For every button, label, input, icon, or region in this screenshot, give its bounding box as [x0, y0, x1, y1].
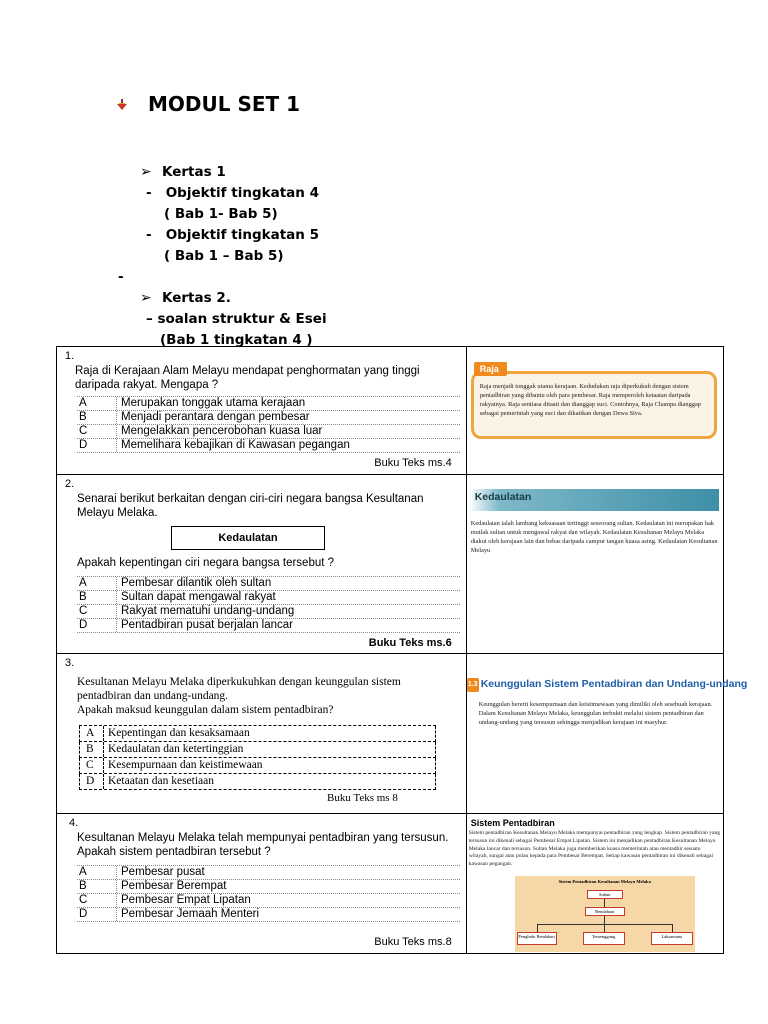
option-b[interactable]: B Sultan dapat mengawal rakyat: [77, 591, 460, 605]
raja-tag: Raja: [474, 362, 507, 376]
raja-excerpt-box: [471, 364, 717, 439]
kertas2-label: Kertas 2.: [162, 290, 231, 306]
page-title: MODUL SET 1: [148, 92, 301, 116]
option-d[interactable]: D Pentadbiran pusat berjalan lancar: [77, 619, 460, 633]
question-cell: [57, 654, 467, 814]
sistem-title: Sistem Pentadbiran: [470, 818, 555, 828]
kedaulatan-banner: [469, 489, 719, 511]
option-c[interactable]: C Rakyat mematuhi undang-undang: [77, 605, 460, 619]
arrowhead-bullet-icon: ➢: [140, 290, 152, 306]
book-excerpt-cell: [466, 654, 748, 814]
question-number: 3.: [65, 657, 75, 669]
k1-item2: Objektif tingkatan 5: [165, 227, 319, 243]
option-b[interactable]: B Kedaulatan dan ketertinggian: [79, 742, 436, 758]
arrowhead-bullet-icon: ➢: [140, 164, 152, 180]
option-c[interactable]: C Mengelakkan pencerobohan kuasa luar: [77, 425, 460, 439]
question-text: Raja di Kerajaan Alam Melayu mendapat penghormatan yang tinggi daripada rakyat. Mengapa ?: [75, 365, 420, 391]
kertas1-label: Kertas 1: [162, 164, 226, 180]
question-cell: [57, 347, 467, 475]
options-list: [79, 725, 436, 790]
question-text: Kesultanan Melayu Melaka telah mempunyai pentadbiran yang tersusun. Apakah sistem pentadbiran tersebut ?: [77, 832, 449, 858]
option-a[interactable]: A Pembesar dilantik oleh sultan: [77, 577, 460, 591]
diagram-sultan: Sultan: [587, 890, 623, 899]
option-d[interactable]: D Pembesar Jemaah Menteri: [77, 908, 460, 922]
textbook-reference: Buku Teks ms 8: [327, 792, 398, 804]
option-a[interactable]: A Merupakan tonggak utama kerajaan: [77, 397, 460, 411]
keunggulan-excerpt-text: Keunggulan bererti kesempurnaan dan keistimewaan yang dimiliki oleh sesebuah kerajaan. Dalam Kesultanan Melayu Melaka, keunggulan terbukti melalui sistem pentadbiran dan undang-undang yang tersusun sehingga menjadikan kerajaan ini masyhur.: [478, 701, 713, 726]
raja-excerpt-text: Raja menjadi tonggak utama kerajaan. Kedudukan raja diperkukuh dengan sistem pentadbiran yang dibantu oleh para pembesar. Raja memperoleh ketaatan daripada rakyatnya. Raja sentiasa ditaati dan dianggap suci. Contohnya, Raja Champa dianggap sebagai pemerintah yang suci dan dikaitkan dengan Dewa Siva.: [479, 383, 702, 417]
k1-item1-range: ( Bab 1- Bab 5): [164, 206, 278, 222]
stray-dash: -: [118, 269, 124, 285]
option-a[interactable]: A Kepentingan dan kesaksamaan: [79, 726, 436, 742]
question-row: [57, 347, 724, 475]
question-text: Senarai berikut berkaitan dengan ciri-ciri negara bangsa Kesultanan Melayu Melaka.: [77, 493, 424, 519]
option-c[interactable]: C Kesempurnaan dan keistimewaan: [79, 758, 436, 774]
k1-item2-range: ( Bab 1 – Bab 5): [164, 248, 284, 264]
option-b[interactable]: B Menjadi perantara dengan pembesar: [77, 411, 460, 425]
book-excerpt-cell: [466, 814, 723, 954]
book-excerpt-cell: [466, 347, 723, 475]
question-cell: [57, 475, 467, 654]
keunggulan-title: Keunggulan Sistem Pentadbiran dan Undang-undang: [480, 678, 748, 690]
k1-item1: Objektif tingkatan 4: [165, 185, 319, 201]
question-prompt: Apakah maksud keunggulan dalam sistem pentadbiran?: [77, 704, 334, 716]
book-excerpt-cell: [466, 475, 723, 654]
admin-structure-diagram: [515, 876, 695, 952]
question-row: [57, 814, 724, 954]
question-row: [57, 475, 724, 654]
textbook-reference: Buku Teks ms.8: [374, 936, 452, 948]
k2-item1: – soalan struktur & Esei: [146, 311, 327, 327]
k2-item1-range: (Bab 1 tingkatan 4 ): [160, 332, 313, 348]
option-c[interactable]: C Pembesar Empat Lipatan: [77, 894, 460, 908]
question-prompt: Apakah kepentingan ciri negara bangsa tersebut ?: [77, 557, 335, 569]
question-number: 2.: [65, 478, 75, 490]
outline: [118, 162, 327, 351]
dash-bullet: -: [146, 227, 166, 243]
diagram-temenggung: Temenggung: [583, 932, 625, 945]
kedaulatan-excerpt-text: Kedaulatan ialah lambang kekuasaan tertinggi seseorang sultan. Kedaulatan ini merupakan hak mutlak sultan untuk mengawal rakyat dan wilayah. Kedaulatan Kesultanan Melayu Melaka diakui oleh kerajaan lain dan bebas daripada campur tangan kuasa asing. Kedaulatan Kesultanan Melayu: [470, 520, 718, 554]
textbook-reference: Buku Teks ms.6: [368, 637, 452, 649]
questions-table: [56, 346, 748, 954]
diagram-bendahara: Bendahara: [585, 907, 625, 916]
diagram-title: Sistem Pentadbiran Kesultanan Melayu Melaka: [558, 879, 651, 884]
title-row: [116, 92, 300, 116]
question-row: [57, 654, 724, 814]
option-d[interactable]: D Memelihara kebajikan di Kawasan pegangan: [77, 439, 460, 453]
option-b[interactable]: B Pembesar Berempat: [77, 880, 460, 894]
bullet-arrow-icon: [116, 97, 128, 111]
textbook-reference: Buku Teks ms.4: [374, 457, 452, 469]
question-number: 4.: [69, 817, 79, 829]
kedaulatan-title: Kedaulatan: [474, 491, 532, 503]
question-cell: [57, 814, 467, 954]
section-number-badge: 1.3: [467, 678, 479, 692]
options-list: [77, 865, 460, 922]
sistem-excerpt-text: Sistem pentadbiran Kesultanan Melayu Melaka mempunyai pentadbiran yang lengkap. Sistem pentadbiran yang tersusun ini dikenali sebagai Pembesar Empat Lipatan. Sistem ini menjadikan pentadbiran Kesultanan Melayu Melaka lancar dan tersusun. Sultan Melaka juga memberikan kuasa memerintah atau mentadbir sesuatu wilayah, sungai atau pulau kepada para Pembesar Berempat. Setiap kawasan pentadbiran ini dikenali sebagai kawasan pegangan.: [468, 830, 721, 868]
option-d[interactable]: D Ketaatan dan kesetiaan: [79, 774, 436, 790]
diagram-laksamana: Laksamana: [651, 932, 693, 945]
kedaulatan-box: Kedaulatan: [171, 526, 325, 550]
option-a[interactable]: A Pembesar pusat: [77, 866, 460, 880]
dash-bullet: -: [146, 185, 166, 201]
question-number: 1.: [65, 350, 75, 362]
options-list: [77, 576, 460, 633]
options-list: [77, 396, 460, 453]
diagram-penghulu-bendahari: Penghulu Bendahari: [517, 932, 557, 945]
question-text: Kesultanan Melayu Melaka diperkukuhkan dengan keunggulan sistem pentadbiran dan undang-undang.: [77, 676, 401, 702]
